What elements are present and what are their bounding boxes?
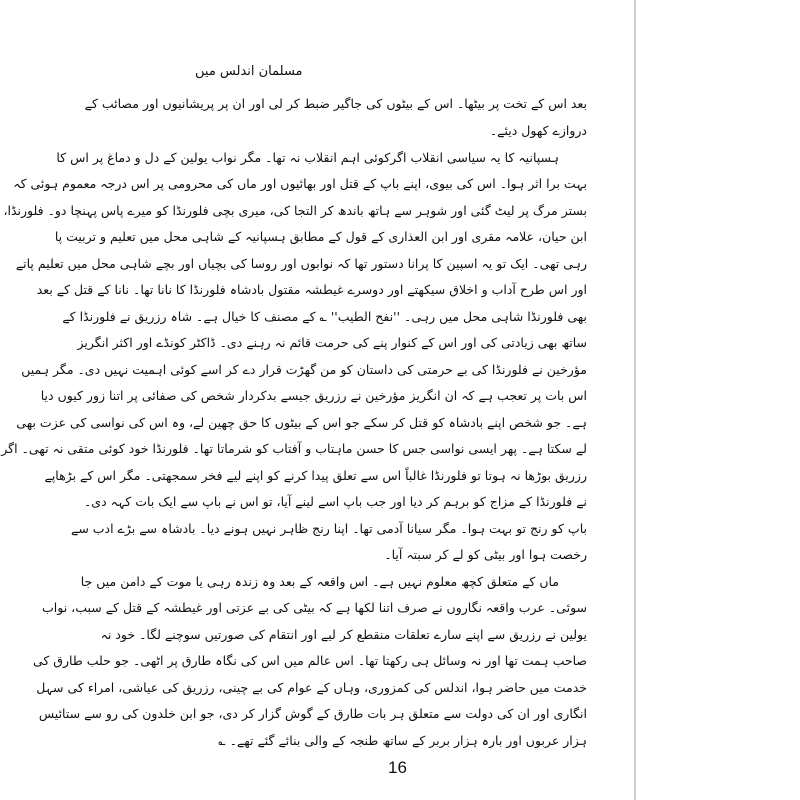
text-line: خدمت میں حاضر ہوا، اندلس کی کمزوری، وہاں کے عوام کی بے چینی، رزریق کی عیاشی، امراء کی سہل [36, 679, 587, 695]
text-line: ابن حیان، علامہ مقری اور ابن العذاری کے قول کے مطابق ہسپانیہ کے شاہی محل میں تعلیم و تربیت پا [54, 229, 587, 244]
page-number: 16 [388, 758, 407, 777]
text-line: صاحب ہمت تھا اور نہ وسائل ہی رکھتا تھا۔ اس عالم میں اس کی نگاہ طارق پر اٹھی۔ جو حلب طارق کی [32, 653, 587, 668]
text-line: ہسپانیہ کا یہ سیاسی انقلاب اگرکوئی اہم انقلاب نہ تھا۔ مگر نواب یولین کے دل و دماغ پر اس کا [56, 149, 559, 165]
text-line: اور اس طرح آداب و اخلاق سیکھتے اور دوسرے غیطشہ مقتول بادشاہ فلورنڈا کا نانا تھا۔ نانا کے قتل کے بعد [36, 282, 587, 297]
text-line: لے سکتا ہے۔ پھر ایسی نواسی جس کا حسن ماہتاب و آفتاب کو شرماتا تھا۔ فلورنڈا خود کوئی متقی نہ تھی۔ اگر [1, 441, 587, 456]
text-line: بھی فلورنڈا شاہی محل میں رہی۔ ''نفح الطیب'' ؎ کے مصنف کا خیال ہے۔ شاہ رزریق نے فلورنڈا کے [62, 308, 587, 324]
text-line: ساتھ بھی زیادتی کی اور اس کے کنوار پنے کی حرمت قائم نہ رہنے دی۔ ڈاکٹر کونڈے اور اکثر انگریز [77, 335, 587, 350]
text-line: بہت برا اثر ہوا۔ اس کی بیوی، اپنے باپ کے قتل اور بھائیوں اور ماں کی محرومی پر اس درجہ معموم ہوئی کہ [13, 176, 587, 191]
text-line: اس بات پر تعجب ہے کہ ان انگریز مؤرخین نے رزریق جیسے بدکردار شخص کی صفائی پر اتنا زور کیوں دیا [40, 388, 587, 403]
text-line: رخصت ہوا اور بیٹی کو لے کر سبتہ آیا۔ [384, 547, 587, 562]
text-line: یولین نے رزریق سے اپنے سارے تعلقات منقطع کر لیے اور انتقام کی صورتیں سوچنے لگا۔ خود نہ [100, 626, 587, 642]
running-header: مسلمان اندلس میں [195, 64, 303, 79]
text-line: بعد اس کے تخت پر بیٹھا۔ اس کے بیٹوں کی جاگیر ضبط کر لی اور ان پر پریشانیوں اور مصائب کے [84, 96, 587, 111]
text-line: رزریق بوڑھا نہ ہوتا تو فلورنڈا غالباً اس سے تعلق پیدا کرنے کو اپنے لیے فخر سمجھتی۔ مگر اس کے بڑھاپے [44, 467, 587, 483]
text-line: سوئی۔ عرب واقعہ نگاروں نے صرف اتنا لکھا ہے کہ بیٹی کی بے عزتی اور غیطشہ کے قتل کے سبب، نواب [42, 600, 587, 615]
text-line: بستر مرگ پر لیٹ گئی اور شوہر سے ہاتھ باندھ کر التجا کی، میری بچی فلورنڈا کو میرے پاس پہنچا دو۔ فلورنڈا، [3, 202, 587, 218]
page-edge-divider [634, 0, 636, 800]
text-line: دروازے کھول دیئے۔ [489, 123, 587, 138]
text-line: نے فلورنڈا کے مزاج کو برہم کر دیا اور جب باپ اسے لینے آیا، تو اس نے باپ سے ایک بات کہہ دی۔ [83, 494, 587, 509]
text-line: ہزار عربوں اور بارہ ہزار بربر کے ساتھ طنجہ کے والی بنائے گئے تھے۔ ؎ [218, 732, 587, 748]
text-line: رہی تھی۔ ایک تو یہ اسپین کا پرانا دستور تھا کہ نوابوں اور روسا کی بچیاں اور بچے شاہی محل میں تعلیم پاتے [15, 255, 587, 271]
text-line: ہے۔ جو شخص اپنے بادشاہ کو قتل کر سکے جو اس کے بیٹوں کا حق چھین لے، وہ اس کی نواسی کی عزت بھی [16, 414, 587, 430]
text-line: مؤرخین نے فلورنڈا کی بے حرمتی کی داستان کو من گھڑت قرار دے کر اسے کوئی اہمیت نہیں دی۔ مگر ہمیں [21, 361, 587, 377]
text-line: باپ کو رنج تو بہت ہوا۔ مگر سیانا آدمی تھا۔ اپنا رنج ظاہر نہیں ہونے دیا۔ بادشاہ سے بڑے ادب سے [71, 520, 587, 536]
text-line: ماں کے متعلق کچھ معلوم نہیں ہے۔ اس واقعہ کے بعد وہ زندہ رہی یا موت کے دامن میں جا [80, 573, 559, 589]
body-text [1, 90, 587, 754]
text-line: انگاری اور ان کی دولت سے متعلق ہر بات طارق کے گوش گزار کر دی، جو ابن خلدون کی رو سے ستائیس [38, 706, 587, 721]
